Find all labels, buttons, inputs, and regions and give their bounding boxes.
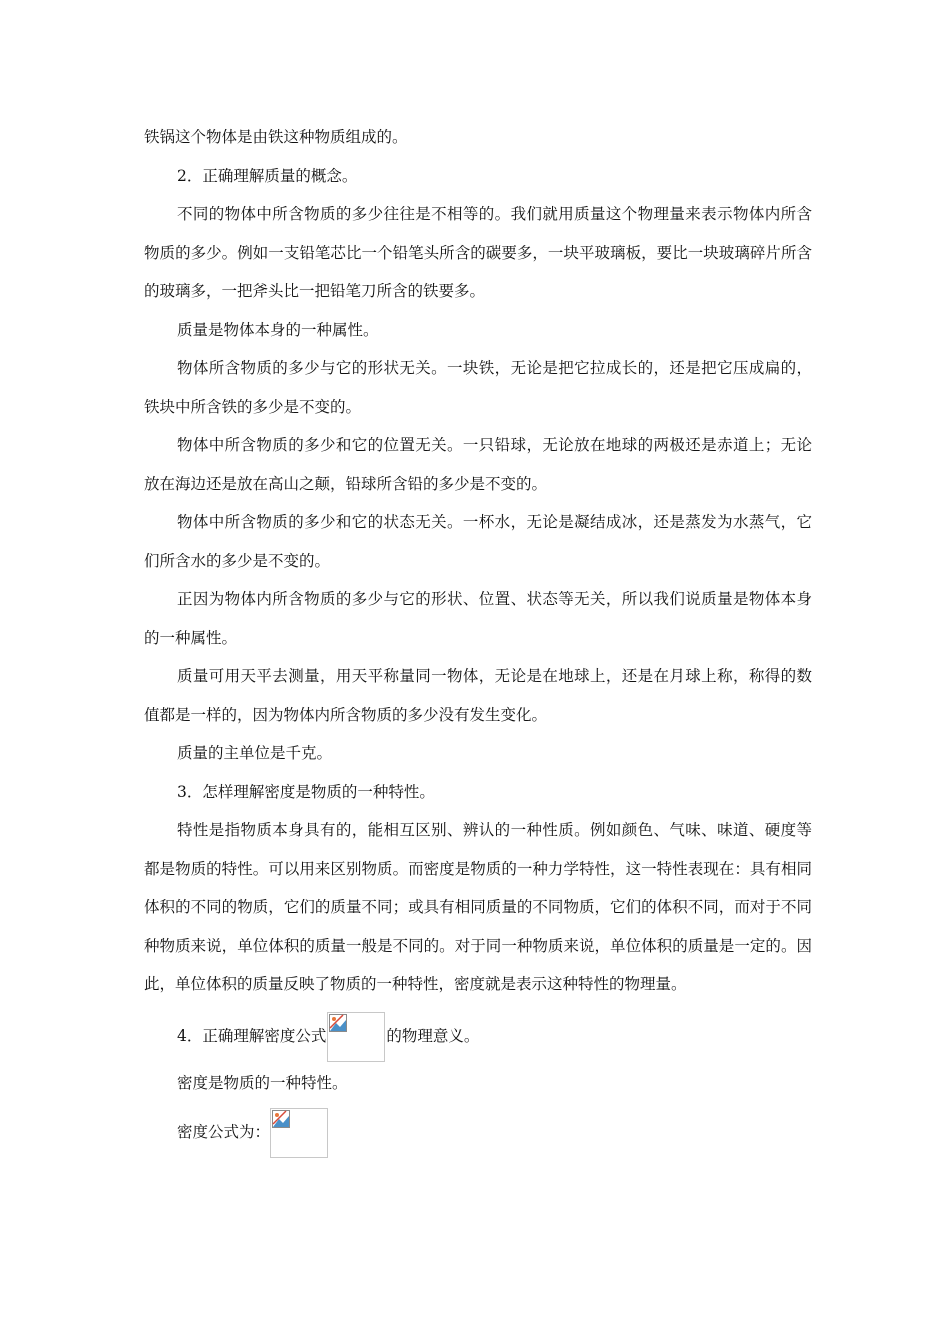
formula-label-text: 密度公式为： (177, 1123, 271, 1141)
formula-heading-after: 的物理意义。 (386, 1026, 480, 1045)
paragraph-density-trait: 特性是指物质本身具有的，能相互区别、辨认的一种性质。例如颜色、气味、味道、硬度等都是物质的特性。可以用来区别物质。而密度是物质的一种力学特性，这一特性表现在：具有相同体积的不同的物质，它们的质量不同；或具有相同质量的不同物质，它们的体积不同，而对于不同种物质来说，单位体积的质量一般是不同的。对于同一种物质来说，单位体积的质量是一定的。因此，单位体积的质量反映了物质的一种特性，密度就是表示这种特性的物理量。 (144, 821, 812, 993)
formula-label-line (144, 1108, 812, 1158)
section-heading-density: 3．怎样理解密度是物质的一种特性。 (177, 782, 435, 801)
paragraph-mass-position: 物体中所含物质的多少和它的位置无关。一只铅球，无论放在地球的两极还是赤道上；无论放在海边还是放在高山之颠，铅球所含铅的多少是不变的。 (144, 436, 812, 493)
broken-image-icon (272, 1110, 290, 1128)
paragraph-mass-measurement: 质量可用天平去测量，用天平称量同一物体，无论是在地球上，还是在月球上称，称得的数值都是一样的，因为物体内所含物质的多少没有发生变化。 (144, 667, 812, 724)
formula-heading-before: 4．正确理解密度公式 (177, 1026, 327, 1045)
broken-image-icon (329, 1014, 347, 1032)
paragraph-mass-property: 质量是物体本身的一种属性。 (177, 320, 379, 339)
paragraph-mass-state: 物体中所含物质的多少和它的状态无关。一杯水，无论是凝结成冰，还是蒸发为水蒸气，它们所含水的多少是不变的。 (144, 513, 812, 570)
section-heading-formula (144, 1012, 812, 1062)
density-formula-image (327, 1012, 385, 1062)
paragraph-mass-conclusion: 正因为物体内所含物质的多少与它的形状、位置、状态等无关，所以我们说质量是物体本身的一种属性。 (144, 590, 812, 647)
paragraph-mass-unit: 质量的主单位是千克。 (177, 744, 333, 762)
document-body (144, 118, 812, 1158)
paragraph-mass-shape: 物体所含物质的多少与它的形状无关。一块铁，无论是把它拉成长的，还是把它压成扁的，铁块中所含铁的多少是不变的。 (144, 359, 812, 416)
density-formula-image-2 (270, 1108, 328, 1158)
section-heading-mass: 2．正确理解质量的概念。 (177, 166, 358, 185)
paragraph-mass-definition: 不同的物体中所含物质的多少往往是不相等的。我们就用质量这个物理量来表示物体内所含物质的多少。例如一支铅笔芯比一个铅笔头所含的碳要多，一块平玻璃板，要比一块玻璃碎片所含的玻璃多，一把斧头比一把铅笔刀所含的铁要多。 (144, 205, 812, 300)
paragraph-iron-pot: 铁锅这个物体是由铁这种物质组成的。 (144, 128, 408, 146)
paragraph-density-characteristic: 密度是物质的一种特性。 (177, 1073, 348, 1092)
